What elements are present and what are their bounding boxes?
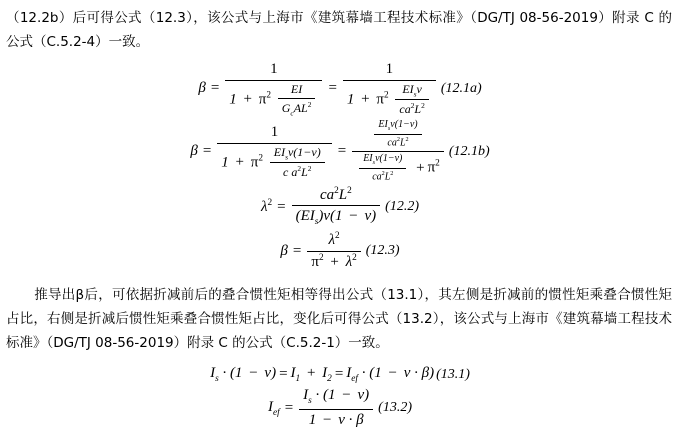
equation-13-2 (0, 386, 680, 429)
equation-12-1a-number: (12.1a) (440, 80, 482, 96)
equation-12-1a (0, 60, 680, 117)
equation-12-1b-number: (12.1b) (448, 143, 490, 159)
equation-12-2 (0, 186, 680, 229)
equation-12-1b (0, 119, 680, 183)
equation-13-1 (0, 365, 680, 384)
equation-12-2-body: $\lambda^2$ = $\frac{ca^2L^2}{(EI_s)\nu(1 - \nu)}$ (261, 186, 383, 229)
equation-group-2 (0, 365, 680, 429)
equation-13-2-number: (13.2) (378, 400, 412, 416)
equation-12-3 (0, 231, 680, 272)
equation-13-1-number: (13.1) (436, 366, 470, 382)
equation-12-3-number: (12.3) (365, 243, 400, 259)
equation-12-2-number: (12.2) (385, 199, 419, 215)
paragraph-2 (6, 283, 672, 355)
equation-12-1b-body: β = 1 $1 + \pi^2$ $\frac{EI_s\nu(1-\nu)}{c a^2L^2}$ = $\frac{EI_s\nu(1-\nu)}{ca^2L^2}$ $\frac{EI_s\nu(1-\nu)}{ca^2L^2}$ + $\pi^2$ (190, 119, 446, 183)
equation-12-1a-body: β = 1 $1 + \pi^2$ $\frac{EI}{G_cAL^2}$ = 1 $1 + \pi^2$ $\frac{EI_s\nu}{ca^2L^2}$ (198, 60, 439, 117)
paragraph-1: （12.2b）后可得公式（12.3），该公式与上海市《建筑幕墙工程技术标准》（DG/TJ 08-56-2019）附录 C 的公式（C.5.2-4）一致。 (6, 10, 672, 50)
equation-13-1-body: $I_s \cdot (1 - \nu)$ = $I_1 + I_2$ = $I_{ef} \cdot (1 - \nu \cdot \beta)$ (210, 365, 435, 385)
equation-group-1 (0, 60, 680, 271)
paragraph-2-text: 推导出β后，可依据折减前后的叠合惯性矩相等得出公式（13.1），其左侧是折减前的惯性矩乘叠合惯性矩占比，右侧是折减后惯性矩乘叠合惯性矩占比，变化后可得公式（13.2），该公式与上海市《建筑幕墙工程技术标准》（DG/TJ 08-56-2019）附录 C 的公式（C.5.2-1）一致。 (6, 287, 672, 352)
equation-12-3-body: β = $\frac{\lambda^2}{\pi^2 + \lambda^2}$ (280, 231, 363, 272)
equation-13-2-body: $I_{ef}$ = $\frac{I_s \cdot (1 - \nu)}{1 - \nu \cdot \beta}$ (268, 386, 376, 429)
